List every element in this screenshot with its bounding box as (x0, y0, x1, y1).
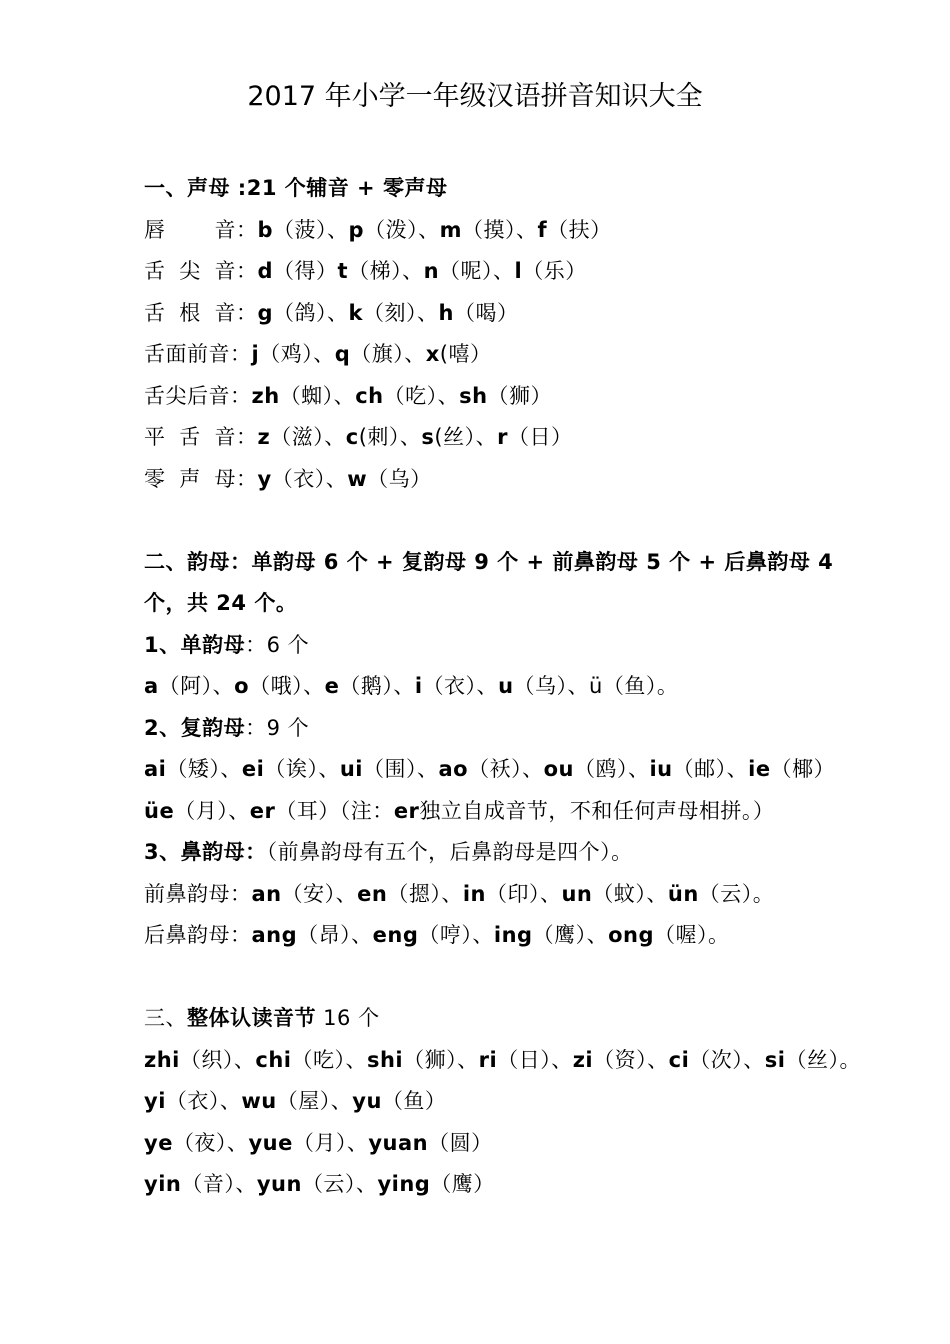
initial-pinyin: l (514, 259, 523, 283)
whole-syllable-pinyin: ye (144, 1130, 173, 1155)
initials-row-colon: ： (236, 425, 258, 449)
whole-syllable-pinyin: yue (248, 1130, 293, 1155)
initial-example: （衣）、 (271, 466, 348, 491)
initial-example: （蜘）、 (279, 383, 356, 408)
whole-syllable-example: （鱼） (381, 1089, 447, 1113)
front-nasal-row (144, 874, 834, 916)
compound-final-example: 独立自成音节，不和任何声母相拼。） (419, 798, 775, 823)
whole-syllables-line-2 (144, 1081, 834, 1123)
compound-final-example: （椰） (770, 757, 836, 781)
whole-syllable-example: （音）、 (181, 1172, 257, 1196)
whole-syllable-pinyin: yin (144, 1172, 182, 1196)
compound-final-pinyin: er (249, 798, 276, 823)
page-title: 2017 年小学一年级汉语拼音知识大全 (247, 81, 703, 112)
whole-syllable-example: （夜）、 (172, 1130, 249, 1155)
back-nasal-example: （喔）。 (654, 923, 730, 947)
initial-example: （狮） (487, 383, 553, 408)
initial-pinyin: b (257, 217, 274, 242)
initial-example: （鸽）、 (273, 300, 349, 325)
whole-syllable-example: （资）、 (593, 1047, 669, 1072)
back-nasal-pinyin: eng (372, 923, 419, 947)
compound-final-pinyin: ie (748, 757, 771, 781)
spacer (144, 957, 834, 999)
initial-pinyin: s (421, 425, 435, 449)
front-nasal-example: （安）、 (281, 881, 358, 906)
front-nasal-example: （印）、 (485, 881, 562, 906)
compound-final-example: （袄）、 (468, 757, 544, 781)
initial-pinyin: w (347, 466, 368, 491)
initials-row-label: 唇 音 (144, 217, 236, 242)
document-body (144, 168, 861, 1206)
whole-syllable-example: （屋）、 (276, 1089, 353, 1113)
front-nasal-pinyin: ün (667, 881, 699, 906)
initial-example: （旗）、 (350, 342, 426, 366)
whole-syllable-example: （月）、 (292, 1130, 369, 1155)
back-nasal-example: （昂）、 (297, 923, 373, 947)
back-nasal-example: （鹰）、 (532, 923, 609, 947)
nasal-finals-note: （前鼻韵母有五个，后鼻韵母是四个）。 (266, 840, 633, 864)
whole-syllables-line-1 (144, 1040, 861, 1082)
initial-example: （菠）、 (273, 217, 349, 242)
whole-syllable-pinyin: si (764, 1047, 786, 1072)
compound-finals-heading (144, 708, 834, 750)
compound-final-example: （邮）、 (672, 757, 749, 781)
initial-pinyin: r (497, 425, 508, 449)
initial-pinyin: y (257, 466, 272, 491)
compound-finals-count: ：9 个 (245, 715, 310, 740)
initials-row-colon: ： (230, 383, 252, 408)
single-final-example: （衣）、 (422, 674, 499, 698)
initial-example: （呢）、 (439, 259, 515, 283)
initial-example: （喝） (453, 300, 519, 325)
front-nasal-pinyin: an (251, 881, 282, 906)
initial-pinyin: k (348, 300, 364, 325)
initial-example: (刺）、 (358, 425, 422, 449)
whole-syllable-pinyin: zhi (144, 1047, 180, 1072)
single-final-pinyin: u (498, 674, 514, 698)
initial-example: （滋）、 (270, 425, 346, 449)
compound-finals-list (144, 749, 834, 791)
initials-row (144, 251, 834, 293)
compound-final-pinyin: ei (241, 757, 265, 781)
section3-heading-title: 整体认读音节 (187, 1006, 316, 1030)
nasal-finals-heading (144, 832, 834, 874)
compound-final-example: （鸥）、 (573, 757, 650, 781)
compound-final-pinyin: er (393, 798, 420, 823)
initial-example: （摸）、 (461, 217, 538, 242)
single-final-example: （哦）、 (249, 674, 325, 698)
initial-pinyin: j (251, 342, 260, 366)
initials-row (144, 417, 834, 459)
initial-pinyin: h (438, 300, 454, 325)
section2-heading-line2: 个，共 24 个。 (144, 591, 298, 615)
whole-syllable-example: （云）、 (301, 1172, 378, 1196)
whole-syllable-pinyin: ci (668, 1047, 690, 1072)
single-finals-heading (144, 625, 834, 667)
initial-example: （吃）、 (383, 383, 460, 408)
single-final-pinyin: a (144, 674, 159, 698)
back-nasal-pinyin: ong (608, 923, 654, 947)
whole-syllable-example: （次）、 (689, 1047, 765, 1072)
compound-finals-list-2 (144, 791, 834, 833)
compound-finals-label: 2、复韵母 (144, 715, 246, 740)
initials-row-label: 舌根音 (144, 300, 236, 325)
initials-row (144, 210, 834, 252)
initials-row-colon: ： (236, 300, 258, 325)
initial-pinyin: sh (459, 383, 488, 408)
back-nasal-pinyin: ing (493, 923, 533, 947)
front-nasal-pinyin: in (462, 881, 486, 906)
front-nasal-example: （云）。 (698, 881, 775, 906)
whole-syllable-example: （圆） (428, 1130, 493, 1155)
initials-row (144, 334, 834, 376)
initial-pinyin: x (425, 342, 440, 366)
single-finals-count: ：6 个 (245, 632, 310, 657)
initial-pinyin: f (537, 217, 548, 242)
back-nasal-pinyin: ang (251, 923, 298, 947)
initial-example: （得） (273, 259, 338, 283)
single-finals-label: 1、单韵母 (144, 632, 246, 657)
compound-final-pinyin: iu (649, 757, 673, 781)
whole-syllable-example: （狮）、 (403, 1047, 479, 1072)
initial-example: （乐） (522, 259, 587, 283)
back-nasal-example: （哼）、 (418, 923, 494, 947)
initial-pinyin: ch (355, 383, 384, 408)
initials-row-colon: ： (236, 466, 258, 491)
compound-final-pinyin: ou (543, 757, 574, 781)
front-nasal-pinyin: un (561, 881, 593, 906)
whole-syllable-example: （鹰） (430, 1172, 495, 1196)
initials-row-label: 舌尖音 (144, 259, 236, 283)
initial-pinyin: z (257, 425, 271, 449)
single-final-pinyin: i (414, 674, 423, 698)
whole-syllable-pinyin: ying (377, 1172, 431, 1196)
single-final-example: （阿）、 (158, 674, 235, 698)
section3-heading-prefix: 三、 (144, 1006, 187, 1030)
whole-syllable-pinyin: yi (144, 1089, 166, 1113)
initial-pinyin: d (257, 259, 274, 283)
compound-final-example: （耳）（注： (275, 798, 394, 823)
whole-syllable-pinyin: yu (352, 1089, 382, 1113)
section3-heading-count: 16 个 (316, 1006, 380, 1030)
whole-syllable-example: （丝）。 (785, 1047, 861, 1072)
initial-example: （泼）、 (364, 217, 440, 242)
initials-list (144, 210, 834, 501)
front-nasal-example: （蚊）、 (592, 881, 668, 906)
initials-row-label: 零声母 (144, 466, 236, 491)
section3-heading (144, 998, 834, 1040)
whole-syllable-pinyin: shi (366, 1047, 404, 1072)
initial-example: （乌） (367, 466, 432, 491)
initial-example: (丝）、 (434, 425, 498, 449)
single-finals-list (144, 666, 834, 708)
initial-example: （梯）、 (348, 259, 424, 283)
initial-pinyin: zh (251, 383, 280, 408)
initial-pinyin: p (348, 217, 365, 242)
initials-row (144, 293, 834, 335)
whole-syllable-pinyin: yuan (368, 1130, 429, 1155)
whole-syllables-line-3 (144, 1123, 834, 1165)
initials-row-colon: ： (230, 342, 252, 366)
initial-example: （扶） (547, 217, 612, 242)
whole-syllable-pinyin: wu (241, 1089, 277, 1113)
initial-example: (嘻） (439, 342, 492, 366)
initials-row (144, 376, 834, 418)
nasal-finals-label: 3、鼻韵母： (144, 840, 267, 864)
initials-row-colon: ： (236, 217, 258, 242)
back-nasal-row (144, 915, 834, 957)
whole-syllable-pinyin: zi (572, 1047, 594, 1072)
section1-heading: 一、声母 :21 个辅音 + 零声母 (144, 176, 448, 200)
back-nasal-label: 后鼻韵母： (144, 923, 252, 947)
initials-row-label: 平舌音 (144, 425, 236, 449)
compound-final-example: （围）、 (362, 757, 439, 781)
initial-pinyin: t (337, 259, 349, 283)
whole-syllable-example: （衣）、 (165, 1089, 242, 1113)
compound-final-example: （矮）、 (166, 757, 242, 781)
single-final-pinyin: e (324, 674, 340, 698)
initial-pinyin: m (439, 217, 462, 242)
initial-example: （刻）、 (363, 300, 439, 325)
single-final-example: （乌）、ü（鱼）。 (513, 674, 679, 698)
initials-row (144, 459, 834, 501)
initials-row-colon: ： (236, 259, 258, 283)
front-nasal-example: （摁）、 (387, 881, 463, 906)
single-final-pinyin: o (234, 674, 250, 698)
compound-final-pinyin: ui (339, 757, 363, 781)
section2-heading-line1: 二、韵母：单韵母 6 个 + 复韵母 9 个 + 前鼻韵母 5 个 + 后鼻韵母 4 (144, 549, 834, 574)
initial-example: （日） (507, 425, 573, 449)
whole-syllable-example: （日）、 (497, 1047, 573, 1072)
initial-pinyin: c (345, 425, 359, 449)
initial-example: （鸡）、 (259, 342, 335, 366)
initials-row-label: 舌面前音 (144, 342, 230, 366)
initials-row-label: 舌尖后音 (144, 383, 230, 408)
front-nasal-pinyin: en (357, 881, 388, 906)
whole-syllable-pinyin: chi (255, 1047, 292, 1072)
whole-syllable-example: （吃）、 (291, 1047, 367, 1072)
compound-final-example: （月）、 (174, 798, 250, 823)
initial-pinyin: q (334, 342, 351, 366)
whole-syllable-pinyin: yun (256, 1172, 302, 1196)
compound-final-pinyin: ai (144, 757, 167, 781)
single-final-example: （鹅）、 (339, 674, 415, 698)
whole-syllables-line-4 (144, 1164, 834, 1206)
whole-syllable-pinyin: ri (478, 1047, 498, 1072)
compound-final-pinyin: üe (144, 798, 175, 823)
compound-final-example: （诶）、 (264, 757, 340, 781)
whole-syllable-example: （织）、 (179, 1047, 256, 1072)
spacer (144, 500, 834, 542)
initial-pinyin: g (257, 300, 274, 325)
initial-pinyin: n (423, 259, 440, 283)
front-nasal-label: 前鼻韵母： (144, 881, 252, 906)
compound-final-pinyin: ao (438, 757, 469, 781)
